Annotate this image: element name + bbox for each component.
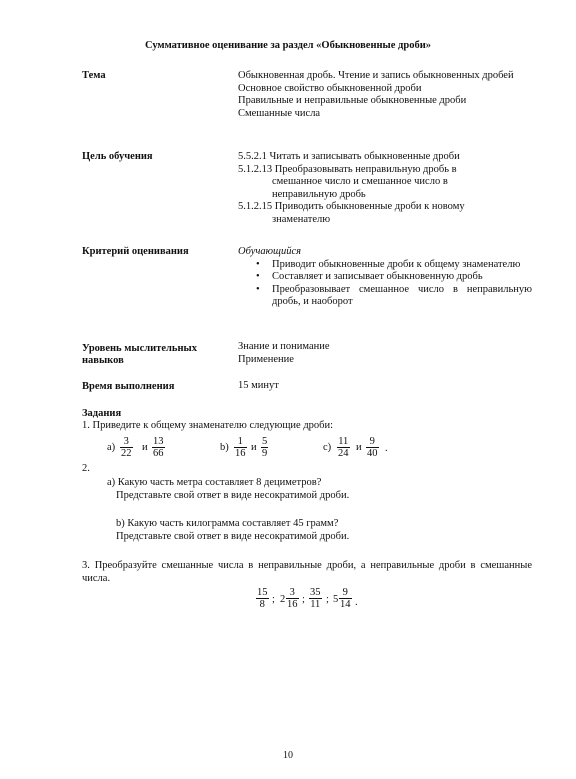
criteria-list <box>238 246 532 309</box>
bullet-icon: • <box>256 271 260 282</box>
fraction: 9 14 <box>340 587 351 610</box>
tasks-heading: Задания <box>82 408 122 419</box>
fraction: 3 16 <box>287 587 298 610</box>
page-title: Суммативное оценивание за раздел «Обыкновенные дроби» <box>145 40 431 51</box>
bullet-icon: • <box>256 258 260 270</box>
task2-b-answer-hint: Представьте свой ответ в виде несократимой дроби. <box>116 531 350 542</box>
criteria-text: Преобразовывает смешанное число в неправильную дробь, и наоборот <box>272 283 532 307</box>
fraction: 11 24 <box>338 436 349 459</box>
conjunction: и <box>356 442 362 453</box>
punctuation: . <box>385 443 388 454</box>
separator: ; <box>272 594 275 605</box>
topic-line: Правильные и неправильные обыкновенные дроби <box>238 95 467 106</box>
criteria-text: Составляет и записывает обыкновенную дробь <box>272 271 483 282</box>
separator: ; <box>326 594 329 605</box>
label-line: Уровень мыслительных <box>82 343 197 354</box>
goal-text-continued: смешанное число и смешанное число в неправильную дробь <box>272 176 448 200</box>
topic-list <box>238 70 532 120</box>
bullet-icon: • <box>256 283 260 295</box>
level-line: Знание и понимание <box>238 341 330 352</box>
goal-code: 5.1.2.13 <box>238 163 273 175</box>
fraction: 5 9 <box>262 436 268 459</box>
criteria-bullet <box>238 284 532 309</box>
fraction: 3 22 <box>121 436 132 459</box>
task2-a-question: a) Какую часть метра составляет 8 дециметров? <box>107 477 322 488</box>
goal-code: 5.1.2.15 <box>238 201 273 212</box>
label-learning-goal: Цель обучения <box>82 151 153 162</box>
conjunction: и <box>251 442 257 453</box>
separator: ; <box>302 594 305 605</box>
goal-code: 5.5.2.1 <box>238 151 267 162</box>
task3-text: 3. Преобразуйте смешанные числа в неправильные дроби, а неправильные дроби в смешанные числа. <box>82 560 532 584</box>
fraction: 35 11 <box>310 587 321 610</box>
page-number: 10 <box>283 750 293 761</box>
topic-line: Основное свойство обыкновенной дроби <box>238 82 422 94</box>
task1-text: 1. Приведите к общему знаменателю следующие дроби: <box>82 420 334 431</box>
duration-value: 15 минут <box>238 380 279 391</box>
level-line: Применение <box>238 353 294 365</box>
goal-text-continued: знаменателю <box>272 213 331 225</box>
fraction: 9 40 <box>367 436 378 459</box>
topic-line: Смешанные числа <box>238 107 321 119</box>
goal-item <box>238 201 498 214</box>
goal-list <box>238 151 498 226</box>
whole-part: 5 <box>333 594 339 605</box>
label-thinking-levels <box>82 343 197 367</box>
task2-b-question: b) Какую часть килограмма составляет 45 грамм? <box>116 518 339 529</box>
punctuation: . <box>355 597 358 608</box>
task2-number: 2. <box>82 463 90 474</box>
levels-list <box>238 341 532 366</box>
whole-part: 2 <box>280 594 286 605</box>
criteria-text: Приводит обыкновенные дроби к общему знаменателю <box>272 258 521 270</box>
task2-a-answer-hint: Представьте свой ответ в виде несократимой дроби. <box>116 490 350 501</box>
criteria-bullet <box>238 259 532 272</box>
conjunction: и <box>142 442 148 453</box>
criteria-intro: Обучающийся <box>238 246 302 257</box>
goal-text: Преобразовывать неправильную дробь в <box>274 163 457 175</box>
task1-mark-b: b) <box>220 442 229 453</box>
task1-mark-a: a) <box>107 442 116 453</box>
goal-item <box>238 164 498 177</box>
label-duration: Время выполнения <box>82 381 175 392</box>
fraction: 13 66 <box>153 436 164 459</box>
label-criteria: Критерий оценивания <box>82 246 189 257</box>
fraction: 15 8 <box>257 587 268 610</box>
goal-text: Приводить обыкновенные дроби к новому <box>274 201 465 212</box>
task1-mark-c: c) <box>323 442 332 453</box>
goal-item <box>238 151 498 164</box>
criteria-bullet <box>238 271 532 284</box>
label-topic: Тема <box>82 70 106 81</box>
topic-line: Обыкновенная дробь. Чтение и запись обыкновенных дробей <box>238 70 514 81</box>
goal-text: Читать и записывать обыкновенные дроби <box>269 151 460 162</box>
fraction: 1 16 <box>235 436 246 459</box>
label-line: навыков <box>82 355 124 366</box>
